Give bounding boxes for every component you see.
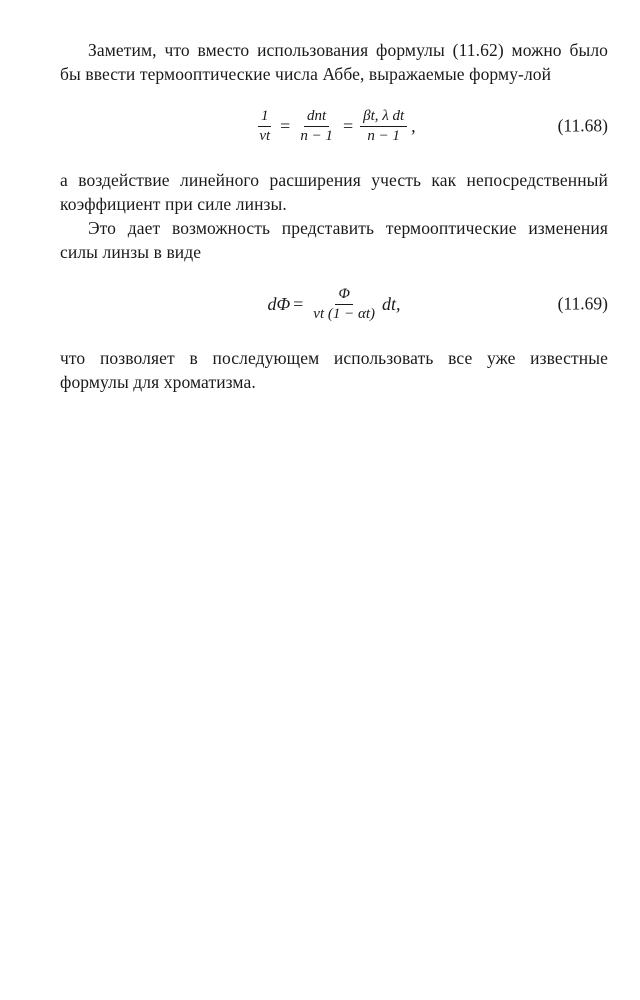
equals-sign: = (293, 293, 304, 314)
fraction-denominator: νt (259, 127, 271, 144)
equals-sign: = (280, 115, 291, 136)
equals-sign: = (342, 115, 354, 136)
paragraph-3: Это дает возможность представить термооптические изменения силы линзы в виде (60, 218, 608, 262)
fraction-dnt-over-n-minus-1 (297, 108, 336, 145)
paragraph-4: что позволяет в последующем использовать все уже известные формулы для хроматизма. (60, 348, 608, 392)
fraction-denominator: νt (1 − αt) (313, 305, 376, 322)
paragraph-1: Заметим, что вместо использования формулы (11.62) можно было бы ввести термооптические числа Аббе, выражаемые форму-лой (60, 40, 608, 84)
fraction-denominator: n − 1 (367, 127, 400, 144)
document-page (60, 38, 608, 394)
equation-lhs: dΦ (267, 293, 291, 314)
fraction-denominator: n − 1 (300, 127, 333, 144)
equation-trailing-comma: , (411, 115, 416, 136)
paragraph-2: а воздействие линейного расширения учесть как непосредственный коэффициент при силе линзы. (60, 170, 608, 214)
equation-11-68-body (60, 94, 608, 158)
equation-number: (11.69) (557, 293, 608, 314)
fraction-1-over-nu-t (256, 108, 273, 145)
fraction-beta-dt-over-n-minus-1 (360, 108, 407, 145)
fraction-numerator: βt, λ dt (360, 108, 407, 127)
fraction-phi-over-nu-t (310, 286, 378, 323)
fraction-numerator: Φ (335, 286, 352, 305)
fraction-numerator: 1 (258, 108, 272, 127)
equation-11-69-body (60, 272, 608, 336)
equation-tail: dt, (382, 293, 401, 314)
equation-number: (11.68) (557, 115, 608, 136)
equation-11-68 (60, 94, 608, 158)
equation-11-69 (60, 272, 608, 336)
fraction-numerator: dnt (304, 108, 329, 127)
